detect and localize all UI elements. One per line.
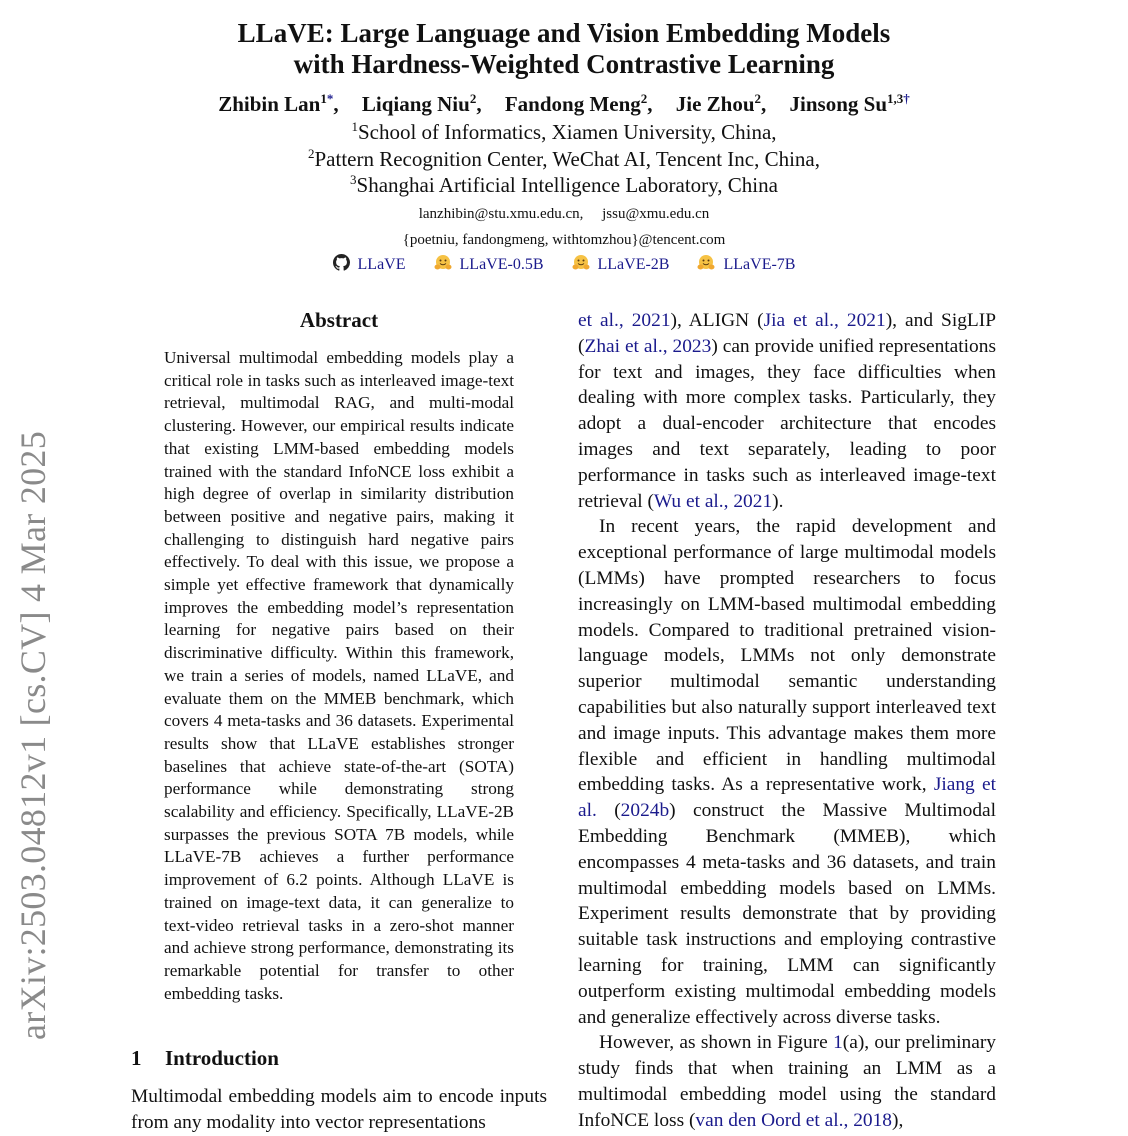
abstract-heading: Abstract — [299, 308, 379, 332]
figure-ref-link[interactable]: 1 — [833, 1032, 843, 1054]
citation-link[interactable]: 2024b — [620, 800, 670, 822]
author: Liqiang Niu$^2$, — [361, 91, 482, 116]
huggingface-icon — [697, 254, 715, 276]
section-title: Introduction — [165, 1046, 279, 1070]
abstract-text: Universal multimodal embedding models play a critical role in tasks such as interleaved image-text retrieval, multimodal RAG, and multi-modal clustering. However, our empirical results indicate that existing LMM-based embedding models trained with the standard InfoNCE loss exhibit a high degree of overlap in similarity distribution between positive and negative pairs, making it challenging to distinguish hard negative pairs effectively. To deal with this issue, we propose a simple yet effective framework that dynamically improves the embedding model’s representation learning for negative pairs based on their discriminative difficulty. Within this framework, we train a series of models, named LLaVE, and evaluate them on the MMEB benchmark, which covers 4 meta-tasks and 36 datasets. Experimental results show that LLaVE establishes stronger baselines that achieve state-of-the-art (SOTA) performance while demonstrating strong scalability and efficiency. Specifically, LLaVE-2B surpasses the previous SOTA 7B models, while LLaVE-7B achieves a further performance improvement of 6.2 points. Although LLaVE is trained on image-text data, it can generalize to text-video retrieval tasks in a zero-shot manner and achieve strong performance, demonstrating its remarkable potential for transfer to other embedding tasks. — [164, 348, 514, 1003]
huggingface-icon — [434, 254, 452, 276]
link-github-llave[interactable]: LLaVE — [333, 254, 406, 276]
title-line-1: LLaVE: Large Language and Vision Embedding Models — [237, 18, 891, 48]
affiliation: $^2$Pattern Recognition Center, WeChat AI, Tencent Inc, China, — [307, 145, 821, 171]
github-icon — [333, 254, 350, 276]
arxiv-stamp: arXiv:2503.04812v1 [cs.CV] 4 Mar 2025 — [13, 430, 53, 1040]
citation-link[interactable]: Wu et al., 2021 — [653, 490, 773, 512]
citation-link[interactable]: van den Oord et al., 2018 — [695, 1109, 892, 1131]
paper-title — [0, 18, 1128, 80]
paragraph-2: In recent years, the rapid development and exceptional performance of large multimodal models (LMMs) have prompted researchers to focus increasingly on LMM-based multimodal embedding models. Compared to traditional pretrained vision-language models, LMMs not only demonstrate superior multimodal semantic understanding capabilities but also naturally support interleaved text and image inputs. This advantage makes them more flexible and efficient in handling multimodal embedding tasks. As a representative work, Jiang et al. (2024b) construct the Massive Multimodal Embedding Benchmark (MMEB), which encompasses 4 meta-tasks and 36 datasets, and train multimodal embedding models based on LMMs. Experiment results demonstrate that by providing suitable task instructions and employing contrastive learning for training, LMM can significantly outperform existing multimodal embedding models and generalize effectively across diverse tasks. — [578, 516, 997, 1028]
citation-link[interactable]: Jiang et al. — [578, 774, 996, 822]
link-hf-llave-2b[interactable]: LLaVE-2B — [572, 254, 670, 276]
emails-line-2: {poetniu, fandongmeng, withtomzhou}@tencent.com — [402, 231, 726, 248]
section-number: 1 — [131, 1046, 142, 1070]
right-column — [578, 308, 996, 1134]
affiliation: $^3$Shanghai Artificial Intelligence Laboratory, China — [350, 172, 778, 197]
author: Fandong Meng$^2$, — [504, 91, 653, 116]
link-hf-llave-0.5b[interactable]: LLaVE-0.5B — [434, 254, 544, 276]
huggingface-icon — [572, 254, 590, 276]
resource-links — [0, 254, 1128, 276]
citation-link[interactable]: Jia et al., 2021 — [763, 310, 886, 331]
emails-line-1: lanzhibin@stu.xmu.edu.cn, jssu@xmu.edu.cn — [418, 205, 710, 222]
author-list — [0, 92, 1128, 117]
author: Jinsong $Su^{1,3\dagger}$ — [789, 91, 910, 116]
section-heading-introduction — [131, 1046, 279, 1071]
paragraph-1: et al., 2021), ALIGN (Jia et al., 2021), and SigLIP (Zhai et al., 2023) can provide unified representations for text and images, they face difficulties when dealing with more complex tasks. Particularly, they adopt a dual-encoder architecture that encodes images and text separately, leading to poor performance in tasks such as interleaved image-text retrieval (Wu et al., 2021). — [578, 310, 996, 512]
paragraph-3: However, as shown in Figure 1(a), our preliminary study finds that when training an LMM as a multimodal embedding model using the standard InfoNCE loss (van den Oord et al., 2018), — [578, 1032, 997, 1131]
author: Zhibin Lan$^{1*}$, — [218, 91, 339, 116]
citation-link[interactable]: Zhai et al., 2023 — [584, 335, 712, 357]
link-hf-llave-7b[interactable]: LLaVE-7B — [697, 254, 795, 276]
introduction-text: Multimodal embedding models aim to encode inputs from any modality into vector representations — [131, 1086, 547, 1133]
title-line-2: with Hardness-Weighted Contrastive Learning — [293, 49, 835, 79]
affiliations — [0, 119, 1128, 253]
affiliation: $^1$School of Informatics, Xiamen University, China, — [351, 119, 777, 144]
author: Jie Zhou$^2$, — [675, 91, 767, 116]
citation-link[interactable]: et al., 2021 — [578, 310, 671, 331]
